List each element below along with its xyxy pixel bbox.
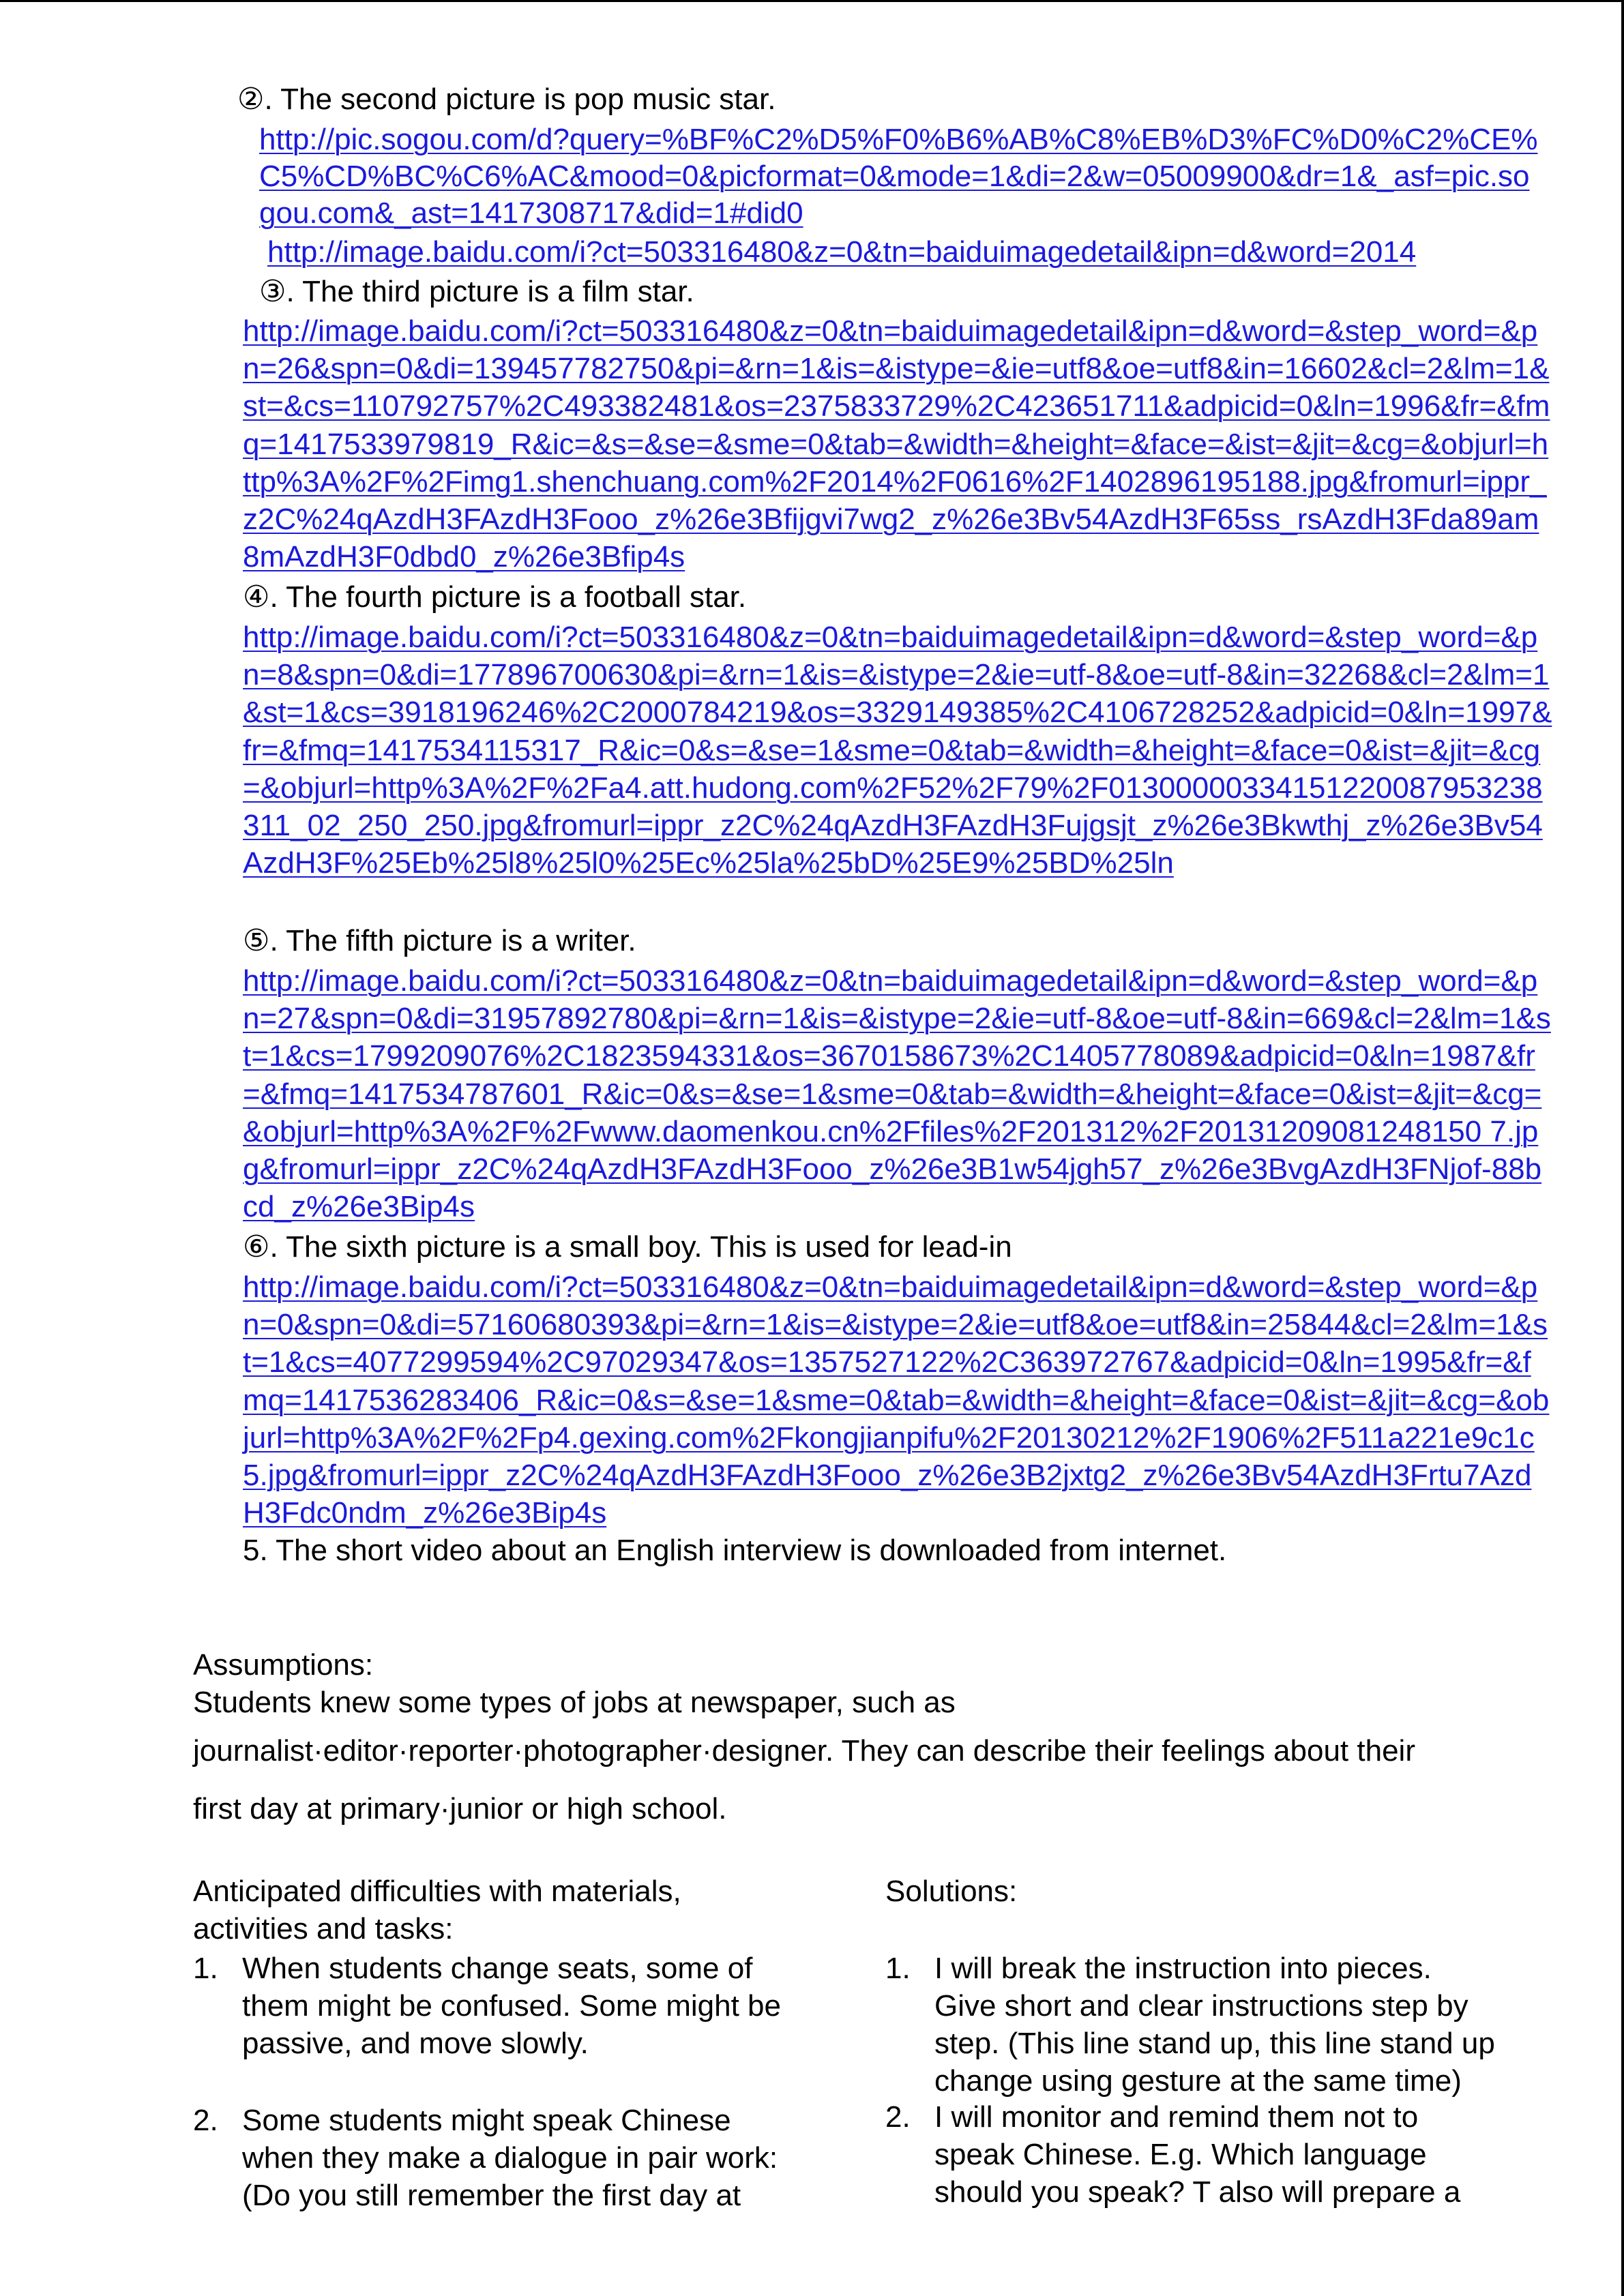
solution-item-2-line-2: speak Chinese. E.g. Which language [934,2138,1427,2171]
video-note: 5. The short video about an English interview is downloaded from internet. [243,1534,1227,1567]
picture-5-link[interactable]: http://image.baidu.com/i?ct=503316480&z=0&tn=baiduimagedetail&ipn=d&word=&step_word=&pn=27&spn=0&di=31957892780&pi=&rn=1&is=&istype=2&ie=utf-8&oe=utf-8&in=669&cl=2&lm=1&st=1&cs=1799209076%2C1823594331&os=3670158673%2C1405778089&adpicid=0&ln=1987&fr=&fmq=1417534787601_R&ic=0&s=&se=1&sme=0&tab=&width=&height=&face=0&ist=&jit=&cg=&objurl=http%3A%2F%2Fwww.daomenkou.cn%2Ffiles%2F201312%2F20131209081248150 7.jpg&fromurl=ippr_z2C%24qAzdH3FAzdH3Fooo_z%26e3B1w54jgh57_z%26e3BvgAzdH3FNjof-88bcd_z%26e3Bip4s [243,964,1551,1224]
difficulty-item-2-number: 2. [193,2104,218,2137]
picture-6-heading: ⑥. The sixth picture is a small boy. This is used for lead-in [243,1230,1012,1264]
solution-item-1-line-1: I will break the instruction into pieces. [934,1952,1432,1985]
solution-item-2 [885,2098,1567,2214]
difficulty-item-1 [193,1950,861,2066]
solutions-header: Solutions: [885,1875,1018,1908]
solution-item-1 [885,1950,1567,2103]
difficulty-item-1-number: 1. [193,1952,218,1985]
solution-item-2-line-1: I will monitor and remind them not to [934,2100,1419,2134]
assumptions-label: Assumptions: [193,1648,374,1682]
solution-item-1-line-3: step. (This line stand up, this line stand up [934,2027,1495,2060]
difficulty-item-2-line-1: Some students might speak Chinese [242,2104,731,2137]
difficulties-header-line-1: Anticipated difficulties with materials, [193,1875,681,1908]
picture-3-heading: ③. The third picture is a film star. [259,275,694,308]
difficulties-header-line-2: activities and tasks: [193,1912,454,1945]
solution-item-1-line-4: change using gesture at the same time) [934,2064,1462,2098]
solution-item-1-text [934,1950,1495,2100]
difficulty-item-2-line-2: when they make a dialogue in pair work: [242,2141,778,2175]
assumptions-line-2: journalist·editor·reporter·photographer·designer. They can describe their feelings about their [193,1734,1415,1768]
picture-5-heading: ⑤. The fifth picture is a writer. [243,924,636,957]
difficulty-item-1-text [242,1950,781,2062]
solution-item-2-text [934,2098,1460,2211]
difficulty-item-2 [193,2102,861,2218]
picture-6-link[interactable]: http://image.baidu.com/i?ct=503316480&z=0&tn=baiduimagedetail&ipn=d&word=&step_word=&pn=0&spn=0&di=57160680393&pi=&rn=1&is=&istype=2&ie=utf8&oe=utf8&in=25844&cl=2&lm=1&st=1&cs=4077299594%2C97029347&os=1357527122%2C363972767&adpicid=0&ln=1995&fr=&fmq=1417536283406_R&ic=0&s=&se=1&sme=0&tab=&width=&height=&face=0&ist=&jit=&cg=&objurl=http%3A%2F%2Fp4.gexing.com%2Fkongjianpifu%2F20130212%2F1906%2F511a221e9c1c5.jpg&fromurl=ippr_z2C%24qAzdH3FAzdH3Fooo_z%26e3B2jxtg2_z%26e3Bv54AzdH3Frtu7AzdH3Fdc0ndm_z%26e3Bip4s [243,1270,1550,1530]
solution-item-2-line-3: should you speak? T also will prepare a [934,2175,1461,2209]
right-border [1621,0,1624,2296]
assumptions-line-3: first day at primary·junior or high school. [193,1792,727,1825]
solution-item-2-number: 2. [885,2100,911,2134]
picture-3-link[interactable]: http://image.baidu.com/i?ct=503316480&z=0&tn=baiduimagedetail&ipn=d&word=&step_word=&pn=26&spn=0&di=139457782750&pi=&rn=1&is=&istype=&ie=utf8&oe=utf8&in=16602&cl=2&lm=1&st=&cs=110792757%2C493382481&os=2375833729%2C423651711&adpicid=0&ln=1996&fr=&fmq=1417533979819_R&ic=&s=&se=&sme=0&tab=&width=&height=&face=&ist=&jit=&cg=&objurl=http%3A%2F%2Fimg1.shenchuang.com%2F2014%2F0616%2F1402896195188.jpg&fromurl=ippr_z2C%24qAzdH3FAzdH3Fooo_z%26e3Bfijgvi7wg2_z%26e3Bv54AzdH3F65ss_rsAzdH3Fda89am8mAzdH3F0dbd0_z%26e3Bfip4s [243,314,1550,574]
solution-item-1-line-2: Give short and clear instructions step by [934,1989,1468,2023]
difficulty-item-1-line-3: passive, and move slowly. [242,2027,589,2060]
picture-2-link-sogou[interactable]: http://pic.sogou.com/d?query=%BF%C2%D5%F0%B6%AB%C8%EB%D3%FC%D0%C2%CE%C5%CD%BC%C6%AC&mood=0&picformat=0&mode=1&di=2&w=05009900&dr=1&_asf=pic.sogou.com&_ast=1417308717&did=1#did0 [259,123,1538,230]
top-border [0,0,1624,2]
picture-2-heading: ②. The second picture is pop music star. [237,83,776,116]
difficulty-item-2-line-3: (Do you still remember the first day at [242,2179,741,2212]
picture-2-link-baidu[interactable]: http://image.baidu.com/i?ct=503316480&z=0&tn=baiduimagedetail&ipn=d&word=2014 [267,235,1417,269]
difficulty-item-1-line-1: When students change seats, some of [242,1952,753,1985]
picture-4-link[interactable]: http://image.baidu.com/i?ct=503316480&z=0&tn=baiduimagedetail&ipn=d&word=&step_word=&pn=8&spn=0&di=177896700630&pi=&rn=1&is=&istype=2&ie=utf-8&oe=utf-8&in=32268&cl=2&lm=1&st=1&cs=3918196246%2C2000784219&os=3329149385%2C4106728252&adpicid=0&ln=1997&fr=&fmq=1417534115317_R&ic=0&s=&se=1&sme=0&tab=&width=&height=&face=0&ist=&jit=&cg=&objurl=http%3A%2F%2Fa4.att.hudong.com%2F52%2F79%2F01300000334151220087953238311_02_250_250.jpg&fromurl=ippr_z2C%24qAzdH3FAzdH3Fujgsjt_z%26e3Bkwthj_z%26e3Bv54AzdH3F%25Eb%25l8%25l0%25Ec%25la%25bD%25E9%25BD%25ln [243,621,1552,880]
assumptions-line-1: Students knew some types of jobs at newspaper, such as [193,1686,956,1719]
difficulty-item-1-line-2: them might be confused. Some might be [242,1989,781,2023]
picture-4-heading: ④. The fourth picture is a football star. [243,580,747,614]
solution-item-1-number: 1. [885,1952,911,1985]
difficulty-item-2-text [242,2102,778,2214]
